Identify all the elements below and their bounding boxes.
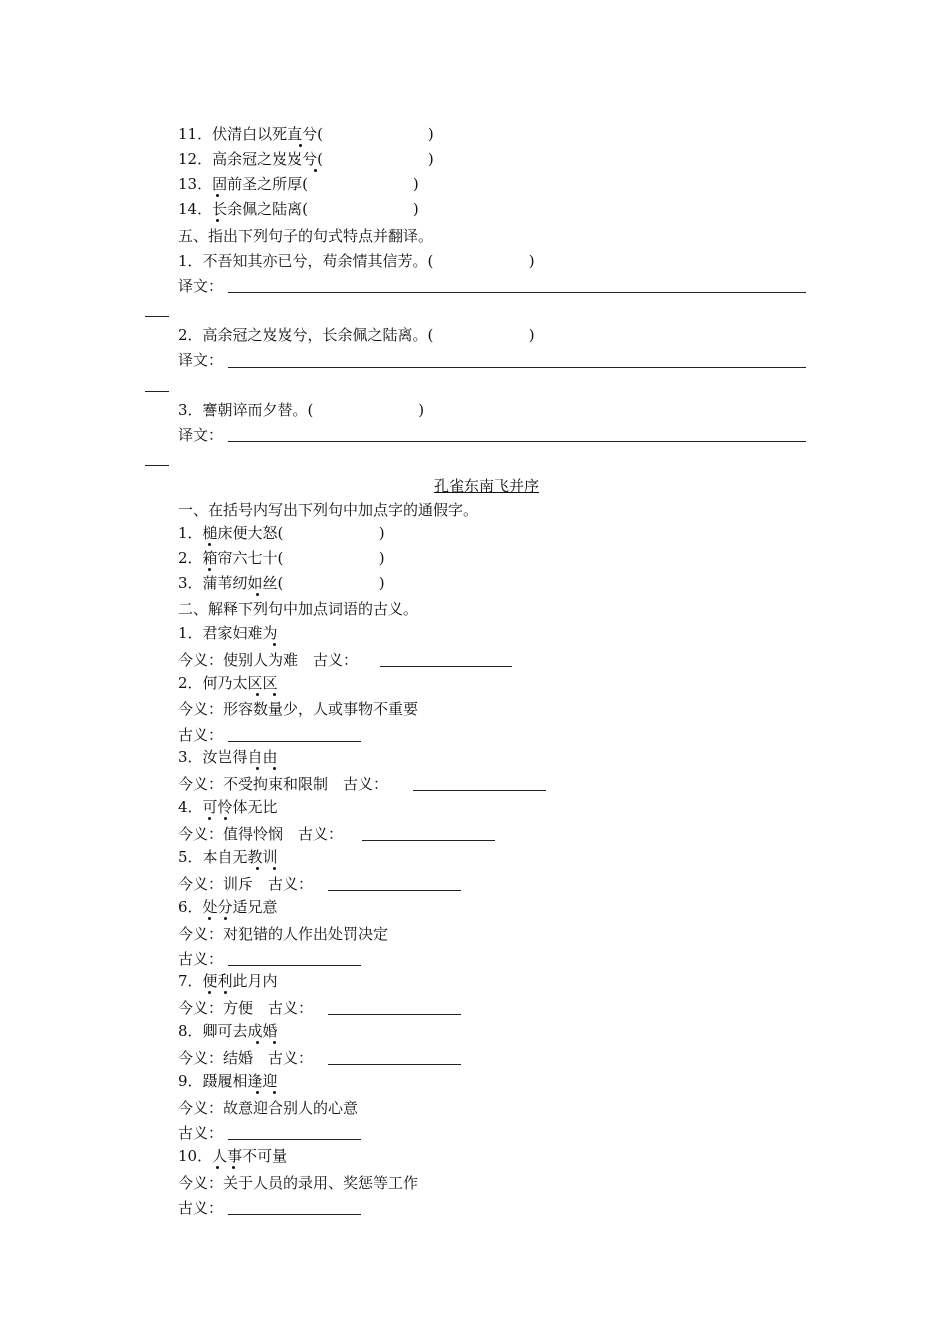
sentence-1: 1．不吾知其亦已兮，苟余情其信芳。( ) xyxy=(178,252,535,270)
part5-heading: 五、指出下列句子的句式特点并翻译。 xyxy=(178,227,434,245)
definition-6: 今义：对犯错的人作出处罚决定 xyxy=(178,925,389,943)
answer-line xyxy=(328,1064,461,1065)
definition-10: 今义：关于人员的录用、奖惩等工作 xyxy=(178,1174,419,1192)
answer-line xyxy=(228,367,806,368)
word-item-8: 8．卿可去成婚 xyxy=(178,1022,278,1040)
answer-line xyxy=(228,965,361,966)
sentence-3: 3．謇朝谇而夕替。( ) xyxy=(178,401,425,419)
word-item-6: 6．处分适兄意 xyxy=(178,898,278,916)
answer-line xyxy=(413,790,546,791)
gu-label-10: 古义： xyxy=(178,1199,224,1217)
gu-label-6: 古义： xyxy=(178,950,224,968)
answer-line-wrap xyxy=(145,316,169,317)
answer-line xyxy=(228,741,361,742)
word-item-4: 4．可怜体无比 xyxy=(178,798,278,816)
word-item-7: 7．便利此月内 xyxy=(178,972,278,990)
answer-line xyxy=(228,1139,361,1140)
answer-line xyxy=(328,1014,461,1015)
answer-line-wrap xyxy=(145,465,169,466)
word-item-5: 5．本自无教训 xyxy=(178,848,278,866)
tongjia-item-1: 1．槌床便大怒( ) xyxy=(178,524,385,542)
part1-heading: 一、在括号内写出下列句中加点字的通假字。 xyxy=(178,501,479,519)
answer-line xyxy=(228,1214,361,1215)
definition-7: 今义：方便 古义： xyxy=(178,999,314,1017)
item-12: 12．高余冠之岌岌兮( ) xyxy=(178,150,434,168)
translation-label-3: 译文： xyxy=(178,426,224,444)
definition-3: 今义：不受拘束和限制 古义： xyxy=(178,775,389,793)
tongjia-item-2: 2．箱帘六七十( ) xyxy=(178,549,385,567)
gu-label-9: 古义： xyxy=(178,1124,224,1142)
word-item-9: 9．蹑履相逢迎 xyxy=(178,1072,278,1090)
translation-label-2: 译文： xyxy=(178,351,224,369)
definition-8: 今义：结婚 古义： xyxy=(178,1049,314,1067)
item-14: 14．长余佩之陆离( ) xyxy=(178,200,419,218)
answer-line xyxy=(362,840,495,841)
word-item-3: 3．汝岂得自由 xyxy=(178,748,278,766)
item-13: 13．固前圣之所厚( ) xyxy=(178,175,419,193)
definition-4: 今义：值得怜悯 古义： xyxy=(178,825,344,843)
answer-line xyxy=(228,441,806,442)
gu-label-2: 古义： xyxy=(178,726,224,744)
part2-heading: 二、解释下列句中加点词语的古义。 xyxy=(178,600,419,618)
answer-line xyxy=(380,666,512,667)
word-item-2: 2．何乃太区区 xyxy=(178,674,278,692)
definition-2: 今义：形容数量少，人或事物不重要 xyxy=(178,700,419,718)
word-item-10: 10．人事不可量 xyxy=(178,1147,288,1165)
translation-label-1: 译文： xyxy=(178,277,224,295)
answer-line xyxy=(328,890,461,891)
item-11: 11．伏清白以死直兮( ) xyxy=(178,125,434,143)
sentence-2: 2．高余冠之岌岌兮，长余佩之陆离。( ) xyxy=(178,326,535,344)
definition-1: 今义：使别人为难 古义： xyxy=(178,651,359,669)
section-title: 孔雀东南飞并序 xyxy=(434,477,540,495)
definition-5: 今义：训斥 古义： xyxy=(178,875,314,893)
answer-line xyxy=(228,292,806,293)
word-item-1: 1．君家妇难为 xyxy=(178,624,278,642)
tongjia-item-3: 3．蒲苇纫如丝( ) xyxy=(178,574,385,592)
definition-9: 今义：故意迎合别人的心意 xyxy=(178,1099,359,1117)
answer-line-wrap xyxy=(145,391,169,392)
